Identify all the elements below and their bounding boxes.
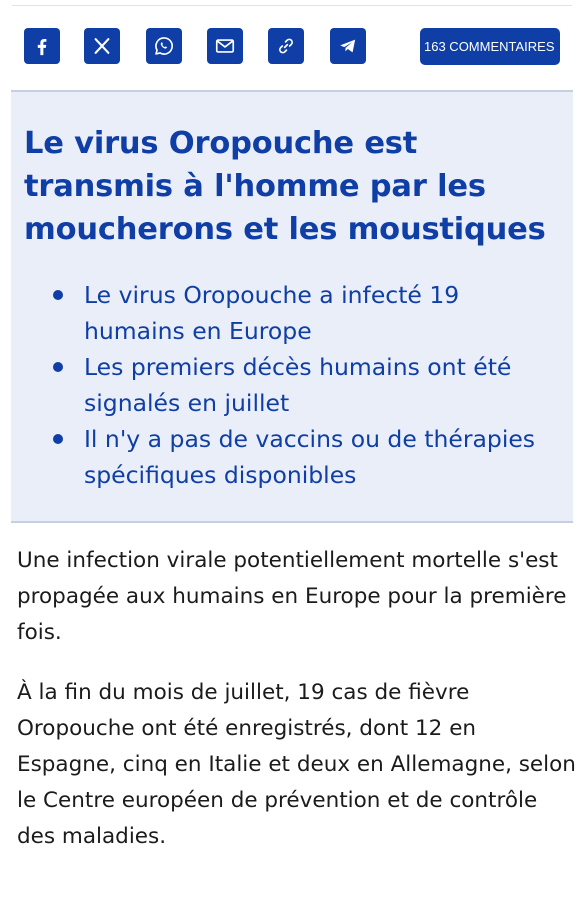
key-point-item <box>11 277 571 349</box>
article-paragraph: Une infection virale potentiellement mortelle s'est propagée aux humains en Europe pour la première fois. <box>17 548 567 645</box>
facebook-icon <box>31 35 53 57</box>
share-whatsapp-button[interactable] <box>146 28 182 64</box>
whatsapp-icon <box>153 35 175 57</box>
bullet-dot <box>53 434 63 444</box>
share-telegram-button[interactable] <box>330 28 366 64</box>
key-point-item <box>11 349 571 421</box>
key-point-text: Le virus Oropouche a infecté 19 humains en Europe <box>84 281 460 345</box>
bullet-dot <box>53 290 63 300</box>
copy-link-button[interactable] <box>268 28 304 64</box>
comments-button[interactable]: 163 COMMENTAIRES <box>420 28 560 65</box>
key-point-text: Les premiers décès humains ont été signalés en juillet <box>84 353 512 417</box>
share-facebook-button[interactable] <box>24 28 60 64</box>
article-body <box>17 543 577 855</box>
telegram-icon <box>337 35 359 57</box>
key-points-list <box>11 277 571 493</box>
key-point-item <box>11 421 571 493</box>
bullet-dot <box>53 362 63 372</box>
top-divider <box>12 5 572 6</box>
share-bar <box>24 28 560 66</box>
x-icon <box>91 35 113 57</box>
article-headline: Le virus Oropouche est transmis à l'homme par les moucherons et les moustiques <box>24 126 546 247</box>
share-x-button[interactable] <box>84 28 120 64</box>
key-point-text: Il n'y a pas de vaccins ou de thérapies spécifiques disponibles <box>84 425 536 489</box>
link-icon <box>275 35 297 57</box>
share-email-button[interactable] <box>207 28 243 64</box>
mail-icon <box>214 35 236 57</box>
article-paragraph: À la fin du mois de juillet, 19 cas de fièvre Oropouche ont été enregistrés, dont 12 en Espagne, cinq en Italie et deux en Allemagne, selon le Centre européen de prévention et de contrôle des maladies. <box>17 680 576 849</box>
article-summary-box <box>11 90 573 523</box>
